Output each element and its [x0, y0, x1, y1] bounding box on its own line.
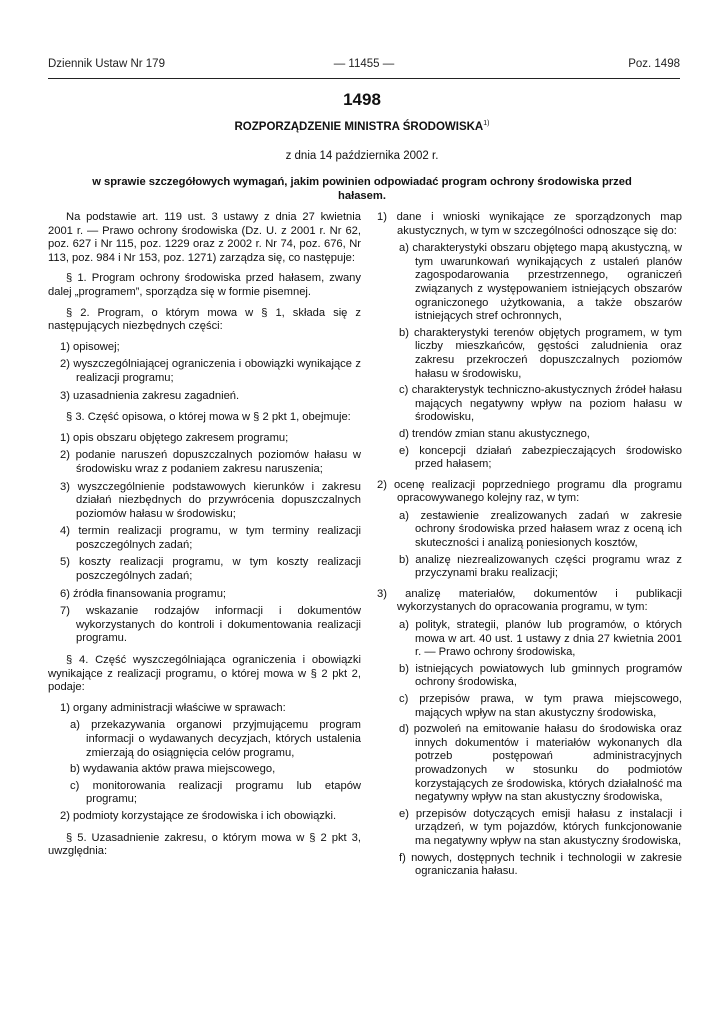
list-item: 1) dane i wnioski wynikające ze sporządzonych map akustycznych, w tym w szczególności odnoszące się do:	[377, 211, 682, 237]
act-title	[0, 120, 724, 133]
left-column	[48, 211, 361, 866]
list-item: 4) termin realizacji programu, w tym terminy realizacji poszczególnych zadań;	[60, 525, 361, 551]
sub-list-item: f) nowych, dostępnych technik i technologii w zakresie ograniczania hałasu.	[399, 851, 682, 878]
preamble: Na podstawie art. 119 ust. 3 ustawy z dnia 27 kwietnia 2001 r. — Prawo ochrony środowiska (Dz. U. z 2001 r. Nr 62, poz. 627 i Nr 115, poz. 1229 oraz z 2002 r. Nr 74, poz. 676, Nr 113, poz. 984 i Nr 153, poz. 1271) zarządza się, co następuje:	[48, 211, 361, 264]
sub-list-item: c) monitorowania realizacji programu lub etapów programu;	[70, 779, 361, 806]
sub-list-item: a) charakterystyki obszaru objętego mapą akustyczną, w tym uwarunkowań wynikających z ustaleń planów zagospodarowania przestrzennego, ograniczeń związanych z występowaniem istniejących obszarów ograniczonego użytkowania, a także obszarów istniejących stref ochronnych,	[399, 242, 682, 323]
list-item: 7) wskazanie rodzajów informacji i dokumentów wykorzystanych do kontroli i dokumentowania realizacji programu.	[60, 605, 361, 645]
list-item: 6) źródła finansowania programu;	[60, 587, 227, 600]
sub-list-item: b) analizę niezrealizowanych części programu wraz z przyczynami braku realizacji;	[399, 553, 682, 580]
sub-list-item: b) charakterystyki terenów objętych programem, w tym liczby mieszkańców, gęstości zaludnienia oraz zakresu przekroczeń dopuszczalnych poziomów hałasu w środowisku,	[399, 326, 682, 380]
header-rule	[48, 78, 680, 79]
sub-list-item: a) polityk, strategii, planów lub programów, o których mowa w art. 40 ust. 1 ustawy z dnia 27 kwietnia 2001 r. — Prawo ochrony środowiska,	[399, 619, 682, 659]
page-number: — 11455 —	[333, 58, 395, 70]
position-number: Poz. 1498	[628, 58, 680, 70]
journal-name: Dziennik Ustaw Nr 179	[48, 58, 165, 70]
act-title-text: ROZPORZĄDZENIE MINISTRA ŚRODOWISKA	[234, 121, 484, 133]
list-item: 3) analizę materiałów, dokumentów i publikacji wykorzystanych do opracowania programu, w tym:	[377, 587, 682, 614]
list-item: 5) koszty realizacji programu, w tym koszty realizacji poszczególnych zadań;	[60, 556, 361, 583]
list-item: 1) opisowej;	[60, 340, 120, 353]
sub-list-item: b) wydawania aktów prawa miejscowego,	[70, 763, 276, 776]
sub-list-item: e) przepisów dotyczących emisji hałasu z instalacji i urządzeń, w tym pojazdów, których funkcjonowanie ma negatywny wpływ na stan akustyczny środowiska,	[399, 807, 682, 847]
section-3: § 3. Część opisowa, o której mowa w § 2 pkt 1, obejmuje:	[66, 411, 351, 424]
sub-list-item: d) pozwoleń na emitowanie hałasu do środowiska oraz innych dokumentów i materiałów wykonanych dla potrzeb postępowań administracyjnych prowadzonych w stosunku do podmiotów korzystających ze środowiska, których działalność ma negatywny wpływ na stan akustyczny środowiska,	[399, 723, 682, 804]
sub-list-item: c) charakterystyk techniczno-akustycznych źródeł hałasu mających negatywny wpływ na poziom hałasu w środowisku,	[399, 384, 682, 424]
section-4: § 4. Część wyszczególniająca ograniczenia i obowiązki wynikające z realizacji programu, o której mowa w § 2 pkt 2, podaje:	[48, 654, 361, 694]
sub-list-item: a) zestawienie zrealizowanych zadań w zakresie ochrony środowiska przed hałasem wraz z oceną ich skuteczności i analizą poniesionych kosztów,	[399, 509, 682, 550]
right-column	[377, 211, 682, 882]
list-item: 2) podanie naruszeń dopuszczalnych poziomów hałasu w środowisku wraz z podaniem zakresu naruszenia;	[60, 449, 361, 475]
list-item: 1) opis obszaru objętego zakresem programu;	[60, 431, 289, 444]
act-number: 1498	[343, 90, 381, 109]
list-item: 2) wyszczególniającej ograniczenia i obowiązki wynikające z realizacji programu;	[60, 358, 361, 384]
sub-list-item: e) koncepcji działań zabezpieczających środowisko przed hałasem;	[399, 444, 682, 471]
list-item: 2) ocenę realizacji poprzedniego programu dla programu opracowywanego kolejny raz, w tym:	[377, 478, 682, 505]
section-1: § 1. Program ochrony środowiska przed hałasem, zwany dalej „programem”, sporządza się w formie pisemnej.	[48, 272, 361, 298]
list-item: 3) wyszczególnienie podstawowych kierunków i zakresu działań niezbędnych do przywrócenia dopuszczalnych poziomów hałasu w środowisku;	[60, 480, 361, 520]
section-2: § 2. Program, o którym mowa w § 1, składa się z następujących niezbędnych części:	[48, 306, 361, 333]
section-5: § 5. Uzasadnienie zakresu, o którym mowa w § 2 pkt 3, uwzględnia:	[48, 831, 361, 858]
list-item: 3) uzasadnienia zakresu zagadnień.	[60, 389, 240, 402]
act-date: z dnia 14 października 2002 r.	[285, 150, 439, 162]
sub-list-item: b) istniejących powiatowych lub gminnych programów ochrony środowiska,	[399, 662, 682, 689]
sub-list-item: d) trendów zmian stanu akustycznego,	[399, 427, 590, 440]
footnote-mark: 1)	[483, 120, 490, 127]
running-header	[48, 58, 680, 76]
act-subject: w sprawie szczegółowych wymagań, jakim powinien odpowiadać program ochrony środowiska przed hałasem.	[92, 176, 632, 202]
sub-list-item: a) przekazywania organowi przyjmującemu program informacji o wydawanych decyzjach, których ustalenia zmierzają do osiągnięcia celów programu,	[70, 719, 361, 759]
list-item: 2) podmioty korzystające ze środowiska i ich obowiązki.	[60, 809, 337, 822]
sub-list-item: c) przepisów prawa, w tym prawa miejscowego, mających wpływ na stan akustyczny środowiska,	[399, 693, 682, 719]
list-item: 1) organy administracji właściwe w sprawach:	[60, 701, 286, 714]
